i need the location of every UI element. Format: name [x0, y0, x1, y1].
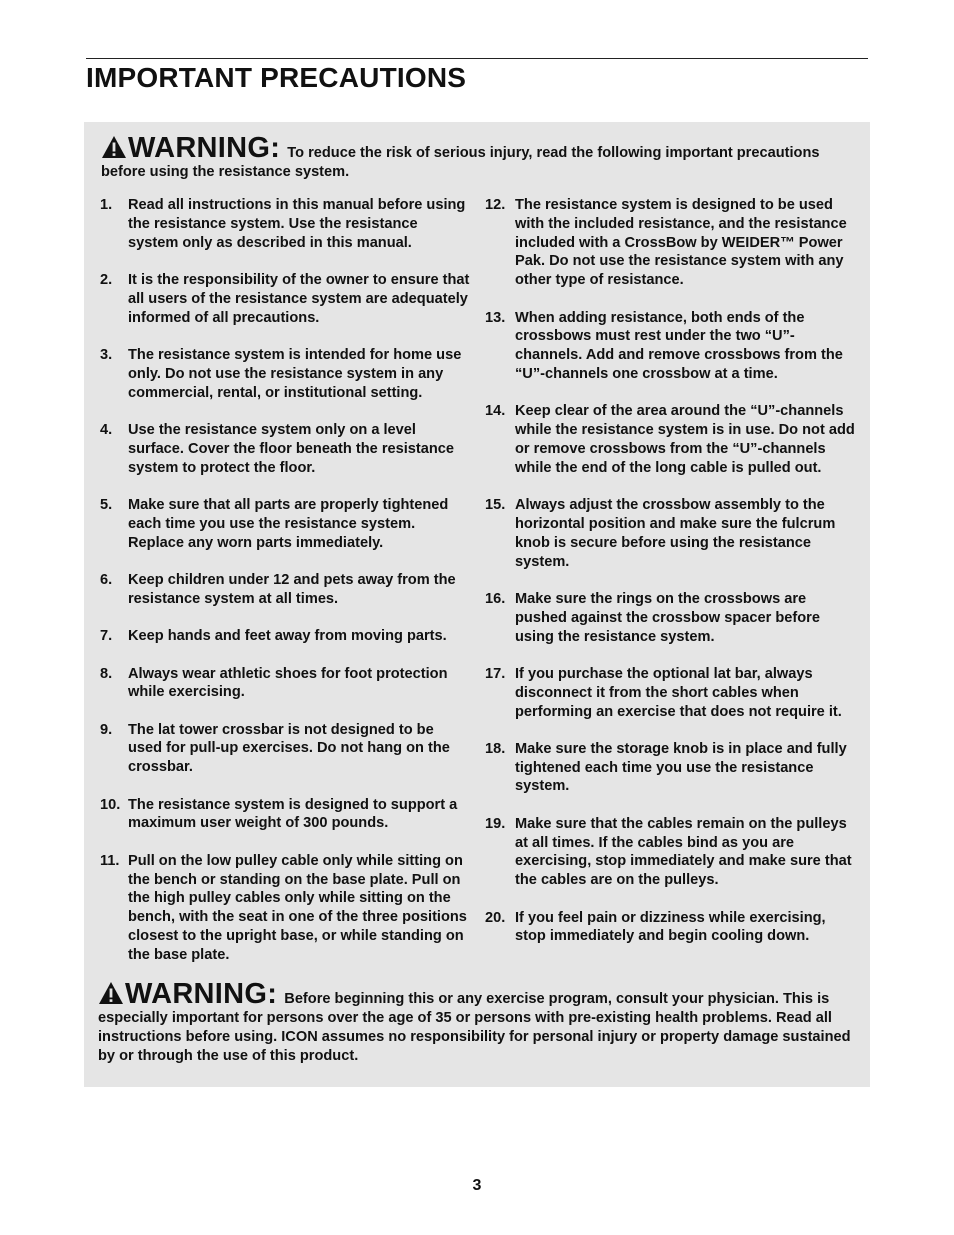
- list-item: 7. Keep hands and feet away from moving parts.: [100, 628, 447, 645]
- list-item: 1. Read all instructions in this manual before using the resistance system. Use the resistance system only as described in this manual.: [100, 197, 466, 251]
- page-title: IMPORTANT PRECAUTIONS: [86, 62, 467, 93]
- list-item: 19. Make sure that the cables remain on the pulleys at all times. If the cables bind as you are exercising, stop immediately and make sure that the cables are on the pulleys.: [485, 815, 852, 889]
- list-item: 14. Keep clear of the area around the “U”-channels while the resistance system is in use. Do not add or remove crossbows from the “U”-channels while the end of the long cable is pulled out.: [485, 403, 855, 476]
- precautions-box: [84, 122, 870, 1087]
- list-item: 3. The resistance system is intended for home use only. Do not use the resistance system in any commercial, rental, or institutional setting.: [100, 346, 462, 401]
- page-number: 3: [472, 1177, 482, 1194]
- list-item: 10. The resistance system is designed to support a maximum user weight of 300 pounds.: [100, 796, 458, 832]
- list-item: 5. Make sure that all parts are properly tightened each time you use the resistance system. Replace any worn parts immediately.: [100, 496, 449, 551]
- list-item: 13. When adding resistance, both ends of the crossbows must rest under the two “U”-channels. Add and remove crossbows from the “U”-channels one crossbow at a time.: [485, 309, 843, 382]
- list-item: 15. Always adjust the crossbow assembly to the horizontal position and make sure the fulcrum knob is secure before using the resistance system.: [485, 497, 836, 570]
- warning-label: WARNING:: [125, 978, 278, 1010]
- warning-bottom: [98, 979, 858, 1065]
- header-rule: [86, 58, 868, 59]
- warning-triangle-icon: [101, 135, 127, 159]
- list-item: 12. The resistance system is designed to be used with the included resistance, and the resistance included with a CrossBow by WEIDER™ Power Pak. Do not use the resistance system with any other type of resistance.: [485, 197, 847, 289]
- list-item: 20. If you feel pain or dizziness while exercising, stop immediately and begin cooling down.: [485, 909, 826, 945]
- list-item: 11. Pull on the low pulley cable only while sitting on the bench or standing on the base plate. Pull on the high pulley cables only while sitting on the bench, with the seat in one of the three positions closest to the upright base, or while standing on the base plate.: [100, 852, 467, 963]
- list-item: 6. Keep children under 12 and pets away from the resistance system at all times.: [100, 571, 456, 607]
- list-item: 16. Make sure the rings on the crossbows are pushed against the crossbow spacer before using the resistance system.: [485, 590, 820, 645]
- list-item: 17. If you purchase the optional lat bar, always disconnect it from the short cables when performing an exercise that does not require it.: [485, 665, 842, 720]
- warning-text: To reduce the risk of serious injury, read the following important precautions before using the resistance system.: [101, 145, 820, 180]
- warning-triangle-icon: [98, 981, 124, 1005]
- precautions-list-left: [98, 196, 470, 965]
- list-item: 9. The lat tower crossbar is not designed to be used for pull-up exercises. Do not hang on the crossbar.: [100, 721, 450, 776]
- precautions-list-right: [485, 196, 857, 946]
- list-item: 2. It is the responsibility of the owner to ensure that all users of the resistance system are adequately informed of all precautions.: [100, 271, 470, 326]
- warning-text: Before beginning this or any exercise program, consult your physician. This is especially important for persons over the age of 35 or persons with pre-existing health problems. Read all instructions before using. ICON assumes no responsibility for personal injury or property damage sustained by or through the use of this product.: [98, 991, 851, 1064]
- warning-label: WARNING:: [128, 132, 281, 164]
- list-item: 4. Use the resistance system only on a level surface. Cover the floor beneath the resistance system to protect the floor.: [100, 421, 455, 476]
- list-item: 18. Make sure the storage knob is in place and fully tightened each time you use the resistance system.: [485, 740, 847, 795]
- list-item: 8. Always wear athletic shoes for foot protection while exercising.: [100, 665, 448, 701]
- warning-top: [101, 133, 861, 182]
